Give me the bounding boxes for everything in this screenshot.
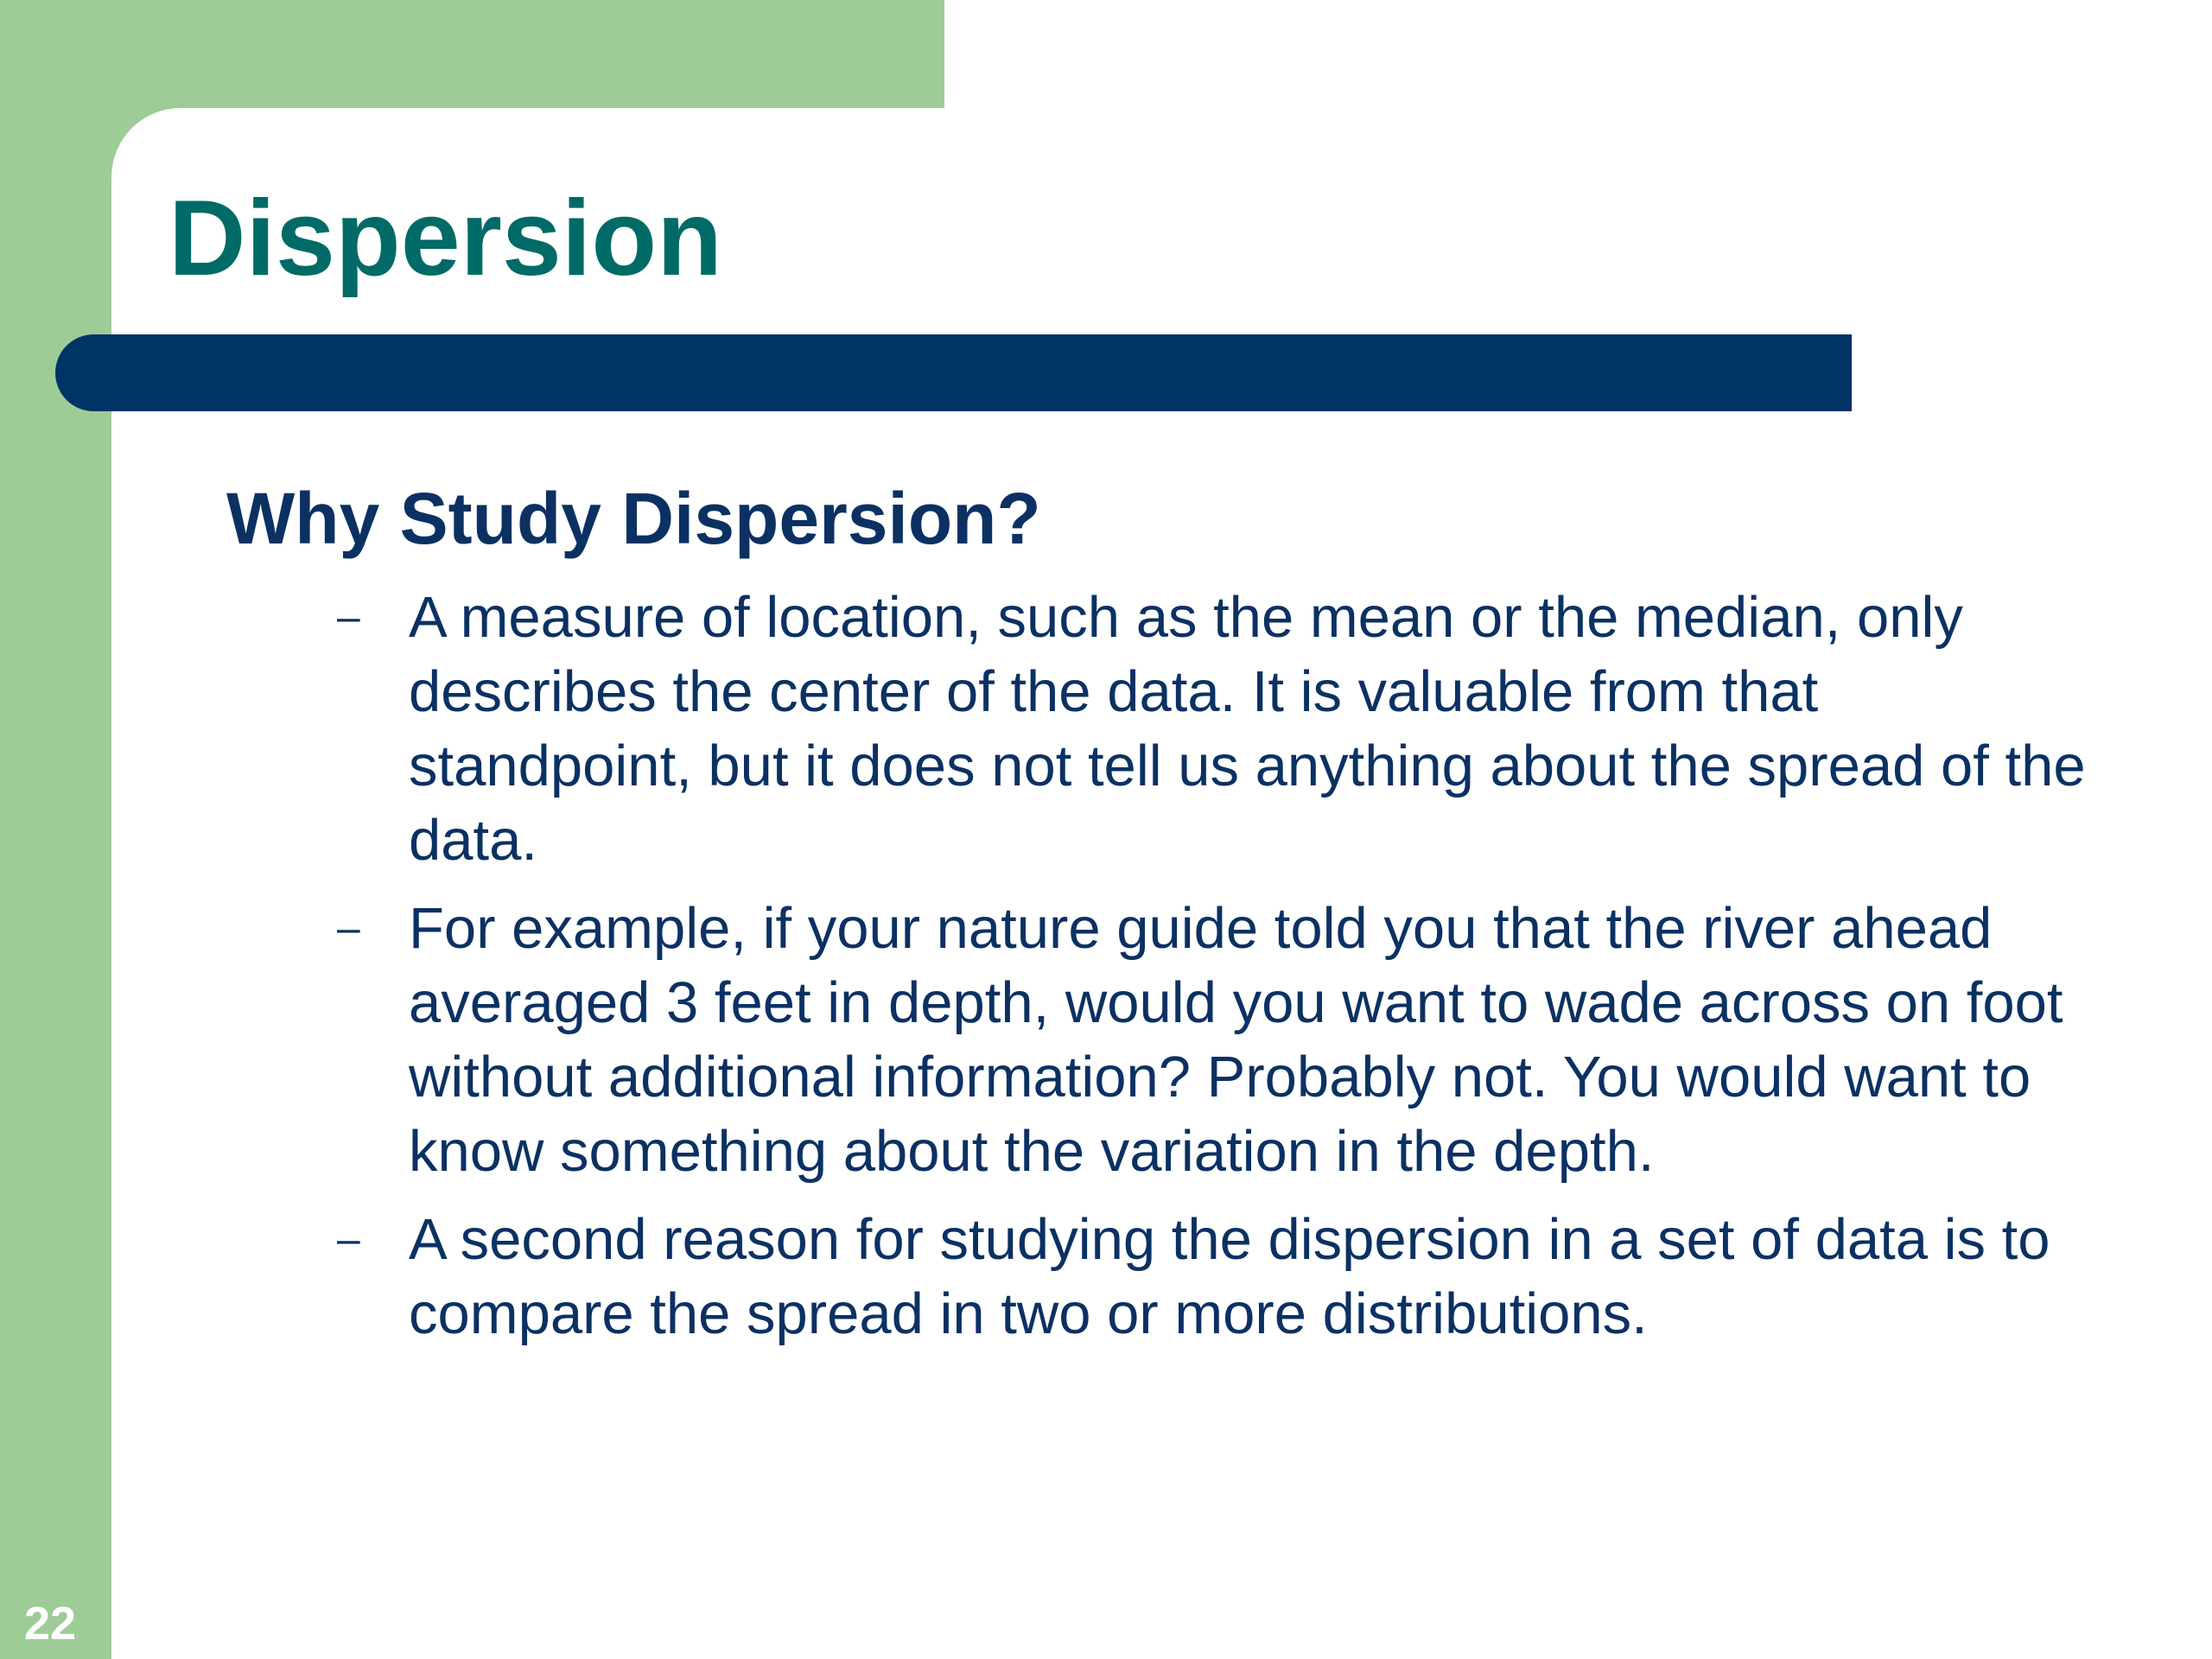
bullet-text: A measure of location, such as the mean or the median, only describes the center of the data. It is valuable from that standpoint, but it does not tell us anything about the spread of the data. [409, 585, 2086, 873]
bullet-item [333, 1203, 2087, 1351]
slide-title: Dispersion [168, 179, 722, 298]
slide-number: 22 [24, 1598, 77, 1649]
left-green-band [0, 0, 111, 1659]
bullet-text: For example, if your nature guide told you that the river ahead averaged 3 feet in depth, would you want to wade across on foot without additional information? Probably not. You would want to know something about the variation in the depth. [409, 896, 2063, 1184]
bullet-item [333, 581, 2087, 878]
top-green-band [0, 0, 944, 108]
dash-marker: – [337, 906, 360, 951]
slide-subheading: Why Study Dispersion? [226, 478, 1041, 559]
dash-marker: – [337, 1217, 360, 1262]
bullet-text: A second reason for studying the dispersion in a set of data is to compare the spread in two or more distributions. [409, 1207, 2050, 1346]
bullet-list [333, 581, 2087, 1365]
bullet-item [333, 892, 2087, 1189]
dash-marker: – [337, 594, 360, 640]
title-underline-bar [55, 334, 1852, 411]
